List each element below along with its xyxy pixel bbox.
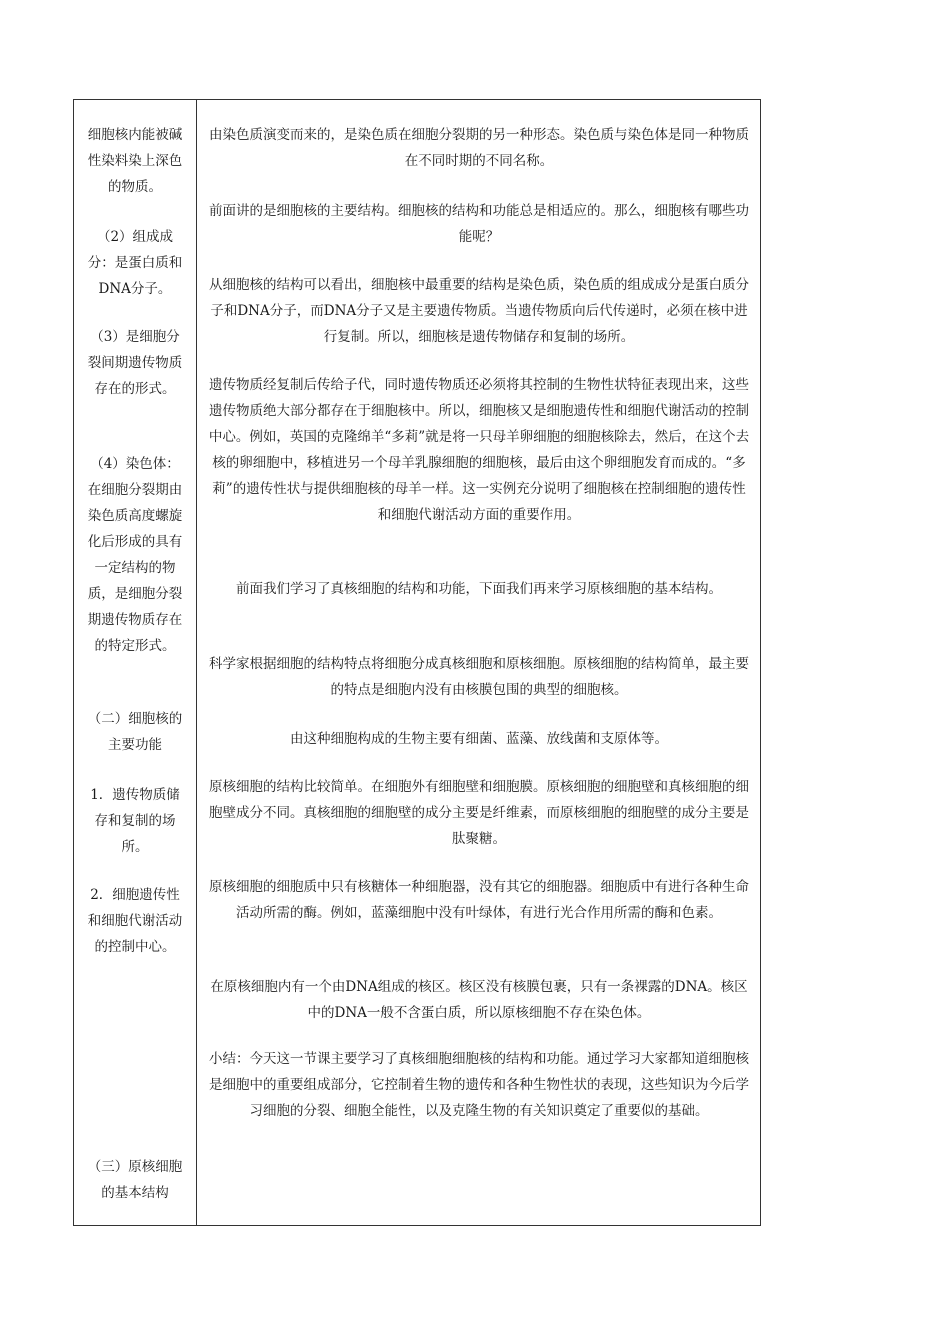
- content-table: [73, 99, 761, 1226]
- paragraph-9: 原核细胞的细胞质中只有核糖体一种细胞器，没有其它的细胞器。细胞质中有进行各种生命活动所需的酶。例如，蓝藻细胞中没有叶绿体，有进行光合作用所需的酶和色素。: [209, 879, 749, 921]
- paragraph-1: 由染色质演变而来的，是染色质在细胞分裂期的另一种形态。染色质与染色体是同一种物质在不同时期的不同名称。: [209, 127, 749, 169]
- paragraph-summary: 小结：今天这一节课主要学习了真核细胞细胞核的结构和功能。通过学习大家都知道细胞核是细胞中的重要组成部分，它控制着生物的遗传和各种生物性状的表现，这些知识为今后学习细胞的分裂、细胞全能性，以及克隆生物的有关知识奠定了重要似的基础。: [209, 1051, 749, 1119]
- paragraph-6: 科学家根据细胞的结构特点将细胞分成真核细胞和原核细胞。原核细胞的结构简单，最主要的特点是细胞内没有由核膜包围的典型的细胞核。: [209, 656, 749, 698]
- left-note-2: （2）组成成分：是蛋白质和DNA分子。: [87, 229, 183, 297]
- paragraph-10: 在原核细胞内有一个由DNA组成的核区。核区没有核膜包裹，只有一条裸露的DNA。核区中的DNA一般不含蛋白质，所以原核细胞不存在染色体。: [210, 979, 748, 1021]
- left-note-3: （3）是细胞分裂间期遗传物质存在的形式。: [87, 329, 183, 397]
- left-note-4: （4）染色体：在细胞分裂期由染色质高度螺旋化后形成的具有一定结构的物质，是细胞分裂期遗传物质存在的特定形式。: [87, 456, 183, 654]
- left-note-6: 2．细胞遗传性和细胞代谢活动的控制中心。: [87, 887, 183, 955]
- paragraph-7: 由这种细胞构成的生物主要有细菌、蓝藻、放线菌和支原体等。: [290, 731, 668, 747]
- paragraph-8: 原核细胞的结构比较简单。在细胞外有细胞壁和细胞膜。原核细胞的细胞壁和真核细胞的细胞壁成分不同。真核细胞的细胞壁的成分主要是纤维素，而原核细胞的细胞壁的成分主要是肽聚糖。: [209, 779, 749, 847]
- left-heading-nucleus-function: （二）细胞核的主要功能: [87, 711, 183, 753]
- paragraph-3: 从细胞核的结构可以看出，细胞核中最重要的结构是染色质，染色质的组成成分是蛋白质分子和DNA分子，而DNA分子又是主要遗传物质。当遗传物质向后代传递时，必须在核中进行复制。所以，细胞核是遗传物储存和复制的场所。: [209, 277, 749, 345]
- column-divider: [196, 100, 197, 1225]
- paragraph-4: 遗传物质经复制后传给子代，同时遗传物质还必须将其控制的生物性状特征表现出来，这些遗传物质绝大部分都存在于细胞核中。所以，细胞核又是细胞遗传性和细胞代谢活动的控制中心。例如，英国的克隆绵羊“多莉”就是将一只母羊卵细胞的细胞核除去，然后，在这个去核的卵细胞中，移植进另一个母羊乳腺细胞的细胞核，最后由这个卵细胞发育而成的。“多莉”的遗传性状与提供细胞核的母羊一样。这一实例充分说明了细胞核在控制细胞的遗传性和细胞代谢活动方面的重要作用。: [208, 377, 750, 523]
- left-note-1: 细胞核内能被碱性染料染上深色的物质。: [87, 127, 183, 195]
- left-heading-prokaryote: （三）原核细胞的基本结构: [87, 1159, 183, 1201]
- paragraph-5: 前面我们学习了真核细胞的结构和功能，下面我们再来学习原核细胞的基本结构。: [236, 581, 722, 597]
- paragraph-2: 前面讲的是细胞核的主要结构。细胞核的结构和功能总是相适应的。那么，细胞核有哪些功能呢？: [209, 203, 749, 245]
- left-note-5: 1．遗传物质储存和复制的场所。: [90, 787, 180, 855]
